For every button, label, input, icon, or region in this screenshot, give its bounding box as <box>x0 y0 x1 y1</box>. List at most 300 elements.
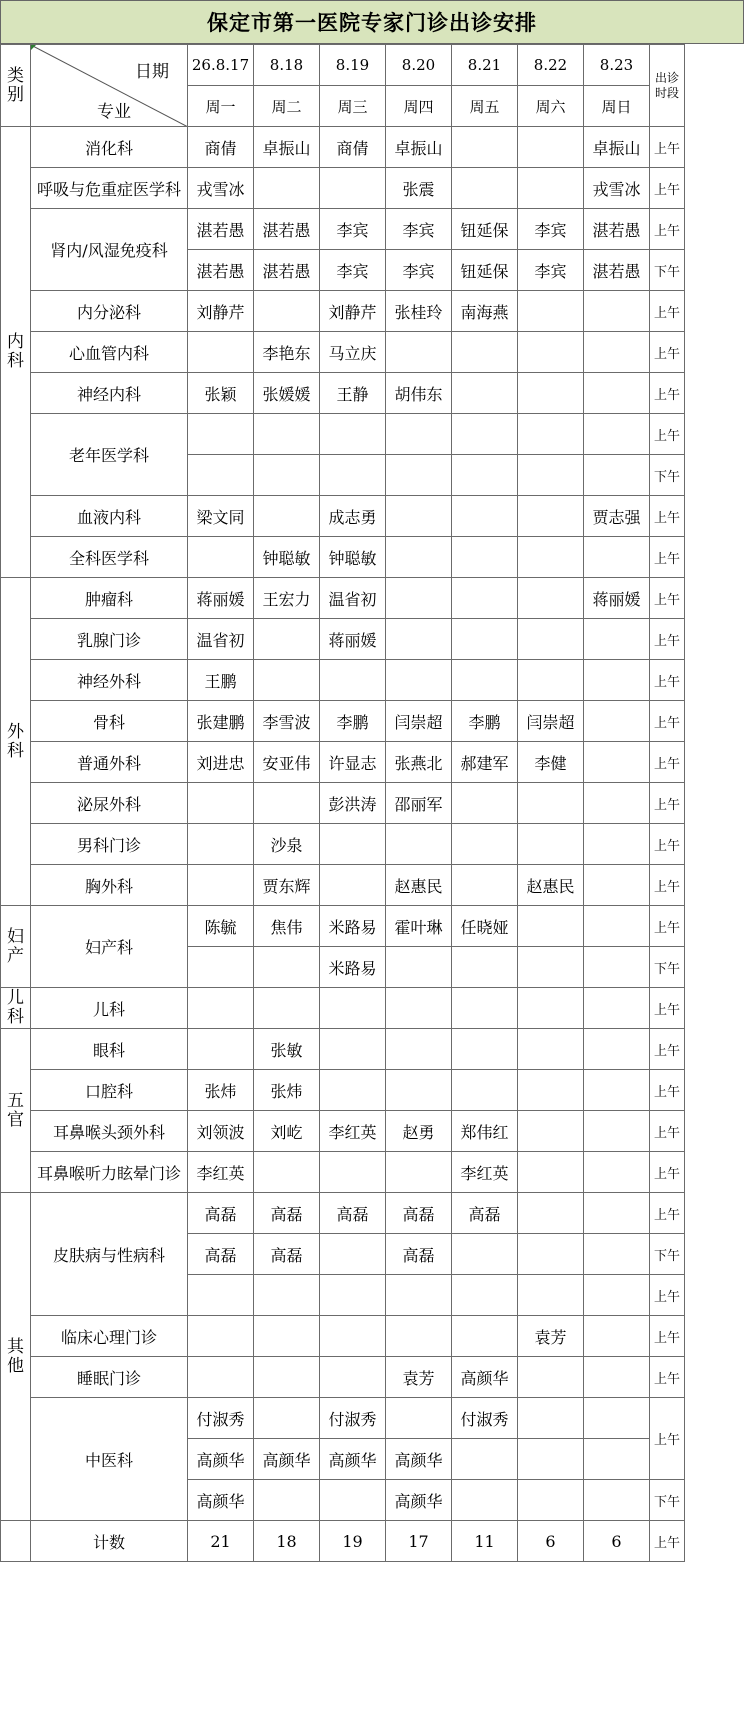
specialty-cell: 普通外科 <box>31 742 188 783</box>
doctor-cell <box>254 496 320 537</box>
schedule-row <box>1 865 685 906</box>
doctor-cell <box>386 619 452 660</box>
session-cell: 上午 <box>650 1029 685 1070</box>
schedule-row <box>1 1398 685 1439</box>
doctor-cell: 南海燕 <box>452 291 518 332</box>
doctor-cell <box>386 537 452 578</box>
specialty-cell: 耳鼻喉听力眩晕门诊 <box>31 1152 188 1193</box>
specialty-cell: 睡眠门诊 <box>31 1357 188 1398</box>
schedule-row <box>1 373 685 414</box>
doctor-cell <box>254 1480 320 1521</box>
doctor-cell: 焦伟 <box>254 906 320 947</box>
date-specialty-header <box>31 45 188 127</box>
doctor-cell <box>518 1357 584 1398</box>
total-count: 21 <box>188 1521 254 1562</box>
doctor-cell: 张炜 <box>188 1070 254 1111</box>
session-cell: 上午 <box>650 1316 685 1357</box>
doctor-cell <box>254 1357 320 1398</box>
doctor-cell: 赵惠民 <box>518 865 584 906</box>
total-count: 17 <box>386 1521 452 1562</box>
doctor-cell <box>320 1480 386 1521</box>
doctor-cell: 付淑秀 <box>188 1398 254 1439</box>
doctor-cell <box>452 578 518 619</box>
doctor-cell <box>518 947 584 988</box>
specialty-cell: 口腔科 <box>31 1070 188 1111</box>
schedule-row <box>1 906 685 947</box>
doctor-cell <box>518 906 584 947</box>
doctor-cell: 刘进忠 <box>188 742 254 783</box>
doctor-cell <box>254 291 320 332</box>
doctor-cell: 卓振山 <box>386 127 452 168</box>
doctor-cell <box>518 619 584 660</box>
doctor-cell <box>584 332 650 373</box>
doctor-cell: 卓振山 <box>584 127 650 168</box>
doctor-cell <box>254 455 320 496</box>
doctor-cell <box>518 1234 584 1275</box>
doctor-cell <box>386 455 452 496</box>
doctor-cell: 米路易 <box>320 947 386 988</box>
doctor-cell <box>452 1275 518 1316</box>
doctor-cell <box>584 1111 650 1152</box>
doctor-cell <box>188 332 254 373</box>
doctor-cell <box>584 414 650 455</box>
specialty-cell: 皮肤病与性病科 <box>31 1193 188 1316</box>
schedule-row <box>1 1357 685 1398</box>
doctor-cell <box>518 783 584 824</box>
doctor-cell <box>254 619 320 660</box>
doctor-cell <box>386 578 452 619</box>
doctor-cell: 付淑秀 <box>320 1398 386 1439</box>
doctor-cell <box>254 783 320 824</box>
session-cell: 上午 <box>650 619 685 660</box>
doctor-cell <box>188 865 254 906</box>
doctor-cell: 贾东辉 <box>254 865 320 906</box>
doctor-cell: 钟聪敏 <box>254 537 320 578</box>
date-label: 日期 <box>135 62 169 82</box>
doctor-cell <box>452 1029 518 1070</box>
schedule-row <box>1 291 685 332</box>
doctor-cell: 高磊 <box>452 1193 518 1234</box>
session-cell: 下午 <box>650 455 685 496</box>
weekday-cell: 周一 <box>188 86 254 127</box>
doctor-cell: 蒋丽媛 <box>584 578 650 619</box>
doctor-cell: 陈毓 <box>188 906 254 947</box>
totals-label: 计数 <box>31 1521 188 1562</box>
doctor-cell <box>254 988 320 1029</box>
doctor-cell <box>452 373 518 414</box>
doctor-cell <box>584 742 650 783</box>
doctor-cell: 李宾 <box>518 209 584 250</box>
doctor-cell: 李艳东 <box>254 332 320 373</box>
schedule-row <box>1 1070 685 1111</box>
category-header <box>1 45 31 127</box>
specialty-cell: 儿科 <box>31 988 188 1029</box>
doctor-cell <box>518 414 584 455</box>
doctor-cell <box>386 947 452 988</box>
date-cell: 8.23 <box>584 45 650 86</box>
doctor-cell <box>584 373 650 414</box>
session-cell: 上午 <box>650 1398 685 1480</box>
session-cell: 下午 <box>650 250 685 291</box>
doctor-cell: 湛若愚 <box>254 250 320 291</box>
doctor-cell <box>188 537 254 578</box>
total-count: 19 <box>320 1521 386 1562</box>
doctor-cell <box>518 824 584 865</box>
specialty-cell: 乳腺门诊 <box>31 619 188 660</box>
doctor-cell: 高磊 <box>188 1193 254 1234</box>
doctor-cell: 湛若愚 <box>188 250 254 291</box>
doctor-cell <box>386 332 452 373</box>
schedule-row <box>1 1111 685 1152</box>
doctor-cell <box>518 1070 584 1111</box>
weekday-cell: 周二 <box>254 86 320 127</box>
category-cell: 其他 <box>1 1193 31 1521</box>
doctor-cell: 张媛媛 <box>254 373 320 414</box>
doctor-cell <box>452 1439 518 1480</box>
doctor-cell <box>188 1316 254 1357</box>
specialty-cell: 全科医学科 <box>31 537 188 578</box>
schedule-row <box>1 414 685 455</box>
session-cell: 上午 <box>650 168 685 209</box>
doctor-cell <box>188 824 254 865</box>
specialty-cell: 血液内科 <box>31 496 188 537</box>
doctor-cell: 商倩 <box>320 127 386 168</box>
doctor-cell: 高磊 <box>386 1193 452 1234</box>
specialty-cell: 男科门诊 <box>31 824 188 865</box>
session-cell: 上午 <box>650 988 685 1029</box>
doctor-cell <box>254 947 320 988</box>
doctor-cell <box>452 824 518 865</box>
doctor-cell <box>584 1316 650 1357</box>
doctor-cell: 钟聪敏 <box>320 537 386 578</box>
doctor-cell: 张震 <box>386 168 452 209</box>
doctor-cell <box>320 1316 386 1357</box>
total-count: 11 <box>452 1521 518 1562</box>
doctor-cell <box>584 537 650 578</box>
doctor-cell <box>584 455 650 496</box>
doctor-cell: 李宾 <box>518 250 584 291</box>
doctor-cell: 刘静芹 <box>188 291 254 332</box>
doctor-cell: 湛若愚 <box>584 250 650 291</box>
doctor-cell <box>452 988 518 1029</box>
specialty-cell: 神经内科 <box>31 373 188 414</box>
schedule-row <box>1 209 685 250</box>
doctor-cell <box>584 1070 650 1111</box>
doctor-cell: 李红英 <box>188 1152 254 1193</box>
session-cell: 上午 <box>650 865 685 906</box>
doctor-cell: 高磊 <box>254 1193 320 1234</box>
doctor-cell: 郝建军 <box>452 742 518 783</box>
session-cell: 上午 <box>650 332 685 373</box>
doctor-cell: 李健 <box>518 742 584 783</box>
totals-blank <box>1 1521 31 1562</box>
doctor-cell: 刘领波 <box>188 1111 254 1152</box>
doctor-cell: 王鹏 <box>188 660 254 701</box>
doctor-cell <box>386 1029 452 1070</box>
doctor-cell: 米路易 <box>320 906 386 947</box>
session-header: 出诊时段 <box>650 45 685 127</box>
doctor-cell <box>518 1275 584 1316</box>
session-cell: 上午 <box>650 1275 685 1316</box>
doctor-cell: 任晓娅 <box>452 906 518 947</box>
doctor-cell: 张敏 <box>254 1029 320 1070</box>
session-cell: 下午 <box>650 1480 685 1521</box>
doctor-cell <box>386 1070 452 1111</box>
doctor-cell: 张建鹏 <box>188 701 254 742</box>
doctor-cell <box>320 414 386 455</box>
doctor-cell <box>452 332 518 373</box>
schedule-row <box>1 168 685 209</box>
category-cell: 妇产 <box>1 906 31 988</box>
doctor-cell <box>518 988 584 1029</box>
doctor-cell <box>518 496 584 537</box>
doctor-cell: 许显志 <box>320 742 386 783</box>
doctor-cell <box>386 414 452 455</box>
doctor-cell <box>254 414 320 455</box>
weekday-cell: 周六 <box>518 86 584 127</box>
doctor-cell: 李红英 <box>320 1111 386 1152</box>
doctor-cell <box>518 332 584 373</box>
doctor-cell: 高颜华 <box>254 1439 320 1480</box>
doctor-cell: 卓振山 <box>254 127 320 168</box>
doctor-cell <box>452 414 518 455</box>
schedule-row <box>1 1316 685 1357</box>
doctor-cell <box>254 168 320 209</box>
specialty-cell: 眼科 <box>31 1029 188 1070</box>
specialty-cell: 胸外科 <box>31 865 188 906</box>
doctor-cell <box>452 1070 518 1111</box>
doctor-cell: 高颜华 <box>386 1439 452 1480</box>
doctor-cell <box>188 414 254 455</box>
doctor-cell <box>584 701 650 742</box>
doctor-cell: 梁文同 <box>188 496 254 537</box>
doctor-cell <box>584 660 650 701</box>
doctor-cell <box>320 455 386 496</box>
doctor-cell <box>584 783 650 824</box>
doctor-cell: 马立庆 <box>320 332 386 373</box>
date-cell: 8.22 <box>518 45 584 86</box>
doctor-cell <box>452 947 518 988</box>
doctor-cell: 温省初 <box>320 578 386 619</box>
session-cell: 上午 <box>650 701 685 742</box>
weekday-cell: 周日 <box>584 86 650 127</box>
doctor-cell: 彭洪涛 <box>320 783 386 824</box>
totals-row <box>1 1521 685 1562</box>
page-title: 保定市第一医院专家门诊出诊安排 <box>0 0 744 44</box>
doctor-cell: 胡伟东 <box>386 373 452 414</box>
doctor-cell <box>386 1152 452 1193</box>
date-cell: 8.18 <box>254 45 320 86</box>
doctor-cell <box>584 1357 650 1398</box>
schedule-row <box>1 537 685 578</box>
doctor-cell: 高颜华 <box>320 1439 386 1480</box>
doctor-cell <box>386 1316 452 1357</box>
doctor-cell <box>188 947 254 988</box>
doctor-cell <box>452 496 518 537</box>
doctor-cell <box>386 1398 452 1439</box>
doctor-cell <box>518 1193 584 1234</box>
specialty-cell: 呼吸与危重症医学科 <box>31 168 188 209</box>
doctor-cell: 高磊 <box>320 1193 386 1234</box>
doctor-cell <box>518 1152 584 1193</box>
doctor-cell <box>320 824 386 865</box>
schedule-row <box>1 127 685 168</box>
doctor-cell: 王宏力 <box>254 578 320 619</box>
schedule-row <box>1 660 685 701</box>
doctor-cell: 闫崇超 <box>518 701 584 742</box>
specialty-cell: 中医科 <box>31 1398 188 1521</box>
doctor-cell: 王静 <box>320 373 386 414</box>
doctor-cell: 温省初 <box>188 619 254 660</box>
doctor-cell: 戎雪冰 <box>188 168 254 209</box>
category-header-label: 类别 <box>7 65 24 105</box>
doctor-cell <box>518 1111 584 1152</box>
doctor-cell: 安亚伟 <box>254 742 320 783</box>
total-count: 6 <box>518 1521 584 1562</box>
doctor-cell: 邵丽军 <box>386 783 452 824</box>
doctor-cell: 湛若愚 <box>254 209 320 250</box>
date-cell: 8.19 <box>320 45 386 86</box>
session-cell: 上午 <box>650 127 685 168</box>
doctor-cell <box>452 127 518 168</box>
specialty-cell: 神经外科 <box>31 660 188 701</box>
specialty-cell: 耳鼻喉头颈外科 <box>31 1111 188 1152</box>
doctor-cell <box>584 1152 650 1193</box>
doctor-cell <box>254 1316 320 1357</box>
schedule-table <box>0 44 685 1562</box>
specialty-cell: 肿瘤科 <box>31 578 188 619</box>
doctor-cell <box>584 291 650 332</box>
weekday-cell: 周三 <box>320 86 386 127</box>
doctor-cell <box>584 865 650 906</box>
session-cell: 上午 <box>650 578 685 619</box>
doctor-cell <box>254 660 320 701</box>
session-cell: 上午 <box>650 496 685 537</box>
doctor-cell: 钮延保 <box>452 250 518 291</box>
doctor-cell: 高颜华 <box>452 1357 518 1398</box>
doctor-cell: 刘静芹 <box>320 291 386 332</box>
doctor-cell <box>188 1275 254 1316</box>
specialty-cell: 心血管内科 <box>31 332 188 373</box>
doctor-cell <box>584 988 650 1029</box>
doctor-cell: 商倩 <box>188 127 254 168</box>
doctor-cell <box>518 1480 584 1521</box>
session-cell: 上午 <box>650 291 685 332</box>
specialty-cell: 骨科 <box>31 701 188 742</box>
doctor-cell <box>518 660 584 701</box>
specialty-label: 专业 <box>97 102 131 122</box>
doctor-cell: 袁芳 <box>386 1357 452 1398</box>
doctor-cell <box>320 1357 386 1398</box>
doctor-cell: 刘屹 <box>254 1111 320 1152</box>
schedule-row <box>1 332 685 373</box>
doctor-cell <box>452 783 518 824</box>
doctor-cell <box>386 824 452 865</box>
doctor-cell: 张桂玲 <box>386 291 452 332</box>
doctor-cell <box>452 1316 518 1357</box>
doctor-cell <box>584 947 650 988</box>
doctor-cell: 高磊 <box>188 1234 254 1275</box>
doctor-cell <box>386 496 452 537</box>
weekday-cell: 周四 <box>386 86 452 127</box>
doctor-cell <box>320 1152 386 1193</box>
doctor-cell <box>518 455 584 496</box>
session-cell: 上午 <box>650 1152 685 1193</box>
doctor-cell: 李雪波 <box>254 701 320 742</box>
session-cell: 上午 <box>650 1357 685 1398</box>
doctor-cell <box>584 1275 650 1316</box>
doctor-cell <box>320 660 386 701</box>
corner-mark <box>31 45 36 50</box>
doctor-cell <box>584 1029 650 1070</box>
date-cell: 26.8.17 <box>188 45 254 86</box>
doctor-cell <box>584 824 650 865</box>
doctor-cell: 付淑秀 <box>452 1398 518 1439</box>
schedule-row <box>1 742 685 783</box>
doctor-cell: 李宾 <box>320 209 386 250</box>
session-cell: 上午 <box>650 209 685 250</box>
session-cell: 上午 <box>650 824 685 865</box>
doctor-cell: 高磊 <box>386 1234 452 1275</box>
doctor-cell <box>320 1275 386 1316</box>
category-cell: 儿科 <box>1 988 31 1029</box>
doctor-cell: 高磊 <box>254 1234 320 1275</box>
doctor-cell: 戎雪冰 <box>584 168 650 209</box>
doctor-cell: 李宾 <box>386 209 452 250</box>
doctor-cell <box>452 1234 518 1275</box>
doctor-cell: 霍叶琳 <box>386 906 452 947</box>
doctor-cell <box>584 619 650 660</box>
doctor-cell <box>584 1398 650 1439</box>
session-cell: 上午 <box>650 906 685 947</box>
doctor-cell <box>386 988 452 1029</box>
doctor-cell <box>320 1234 386 1275</box>
total-count: 18 <box>254 1521 320 1562</box>
doctor-cell: 蒋丽媛 <box>320 619 386 660</box>
doctor-cell <box>188 783 254 824</box>
session-cell: 下午 <box>650 947 685 988</box>
session-cell: 上午 <box>650 1111 685 1152</box>
doctor-cell <box>518 537 584 578</box>
specialty-cell: 临床心理门诊 <box>31 1316 188 1357</box>
doctor-cell <box>188 1357 254 1398</box>
session-cell: 上午 <box>650 373 685 414</box>
doctor-cell <box>254 1152 320 1193</box>
specialty-cell: 消化科 <box>31 127 188 168</box>
doctor-cell <box>518 291 584 332</box>
schedule-row <box>1 578 685 619</box>
doctor-cell <box>518 127 584 168</box>
doctor-cell <box>584 1193 650 1234</box>
session-cell: 下午 <box>650 1234 685 1275</box>
date-cell: 8.20 <box>386 45 452 86</box>
doctor-cell: 郑伟红 <box>452 1111 518 1152</box>
schedule-row <box>1 824 685 865</box>
schedule-row <box>1 701 685 742</box>
doctor-cell: 湛若愚 <box>188 209 254 250</box>
header-row-dates <box>1 45 685 86</box>
doctor-cell: 贾志强 <box>584 496 650 537</box>
doctor-cell <box>452 660 518 701</box>
doctor-cell <box>452 1480 518 1521</box>
doctor-cell: 闫崇超 <box>386 701 452 742</box>
doctor-cell: 高颜华 <box>188 1480 254 1521</box>
specialty-cell: 老年医学科 <box>31 414 188 496</box>
specialty-cell: 内分泌科 <box>31 291 188 332</box>
weekday-cell: 周五 <box>452 86 518 127</box>
doctor-cell: 湛若愚 <box>584 209 650 250</box>
doctor-cell <box>452 619 518 660</box>
